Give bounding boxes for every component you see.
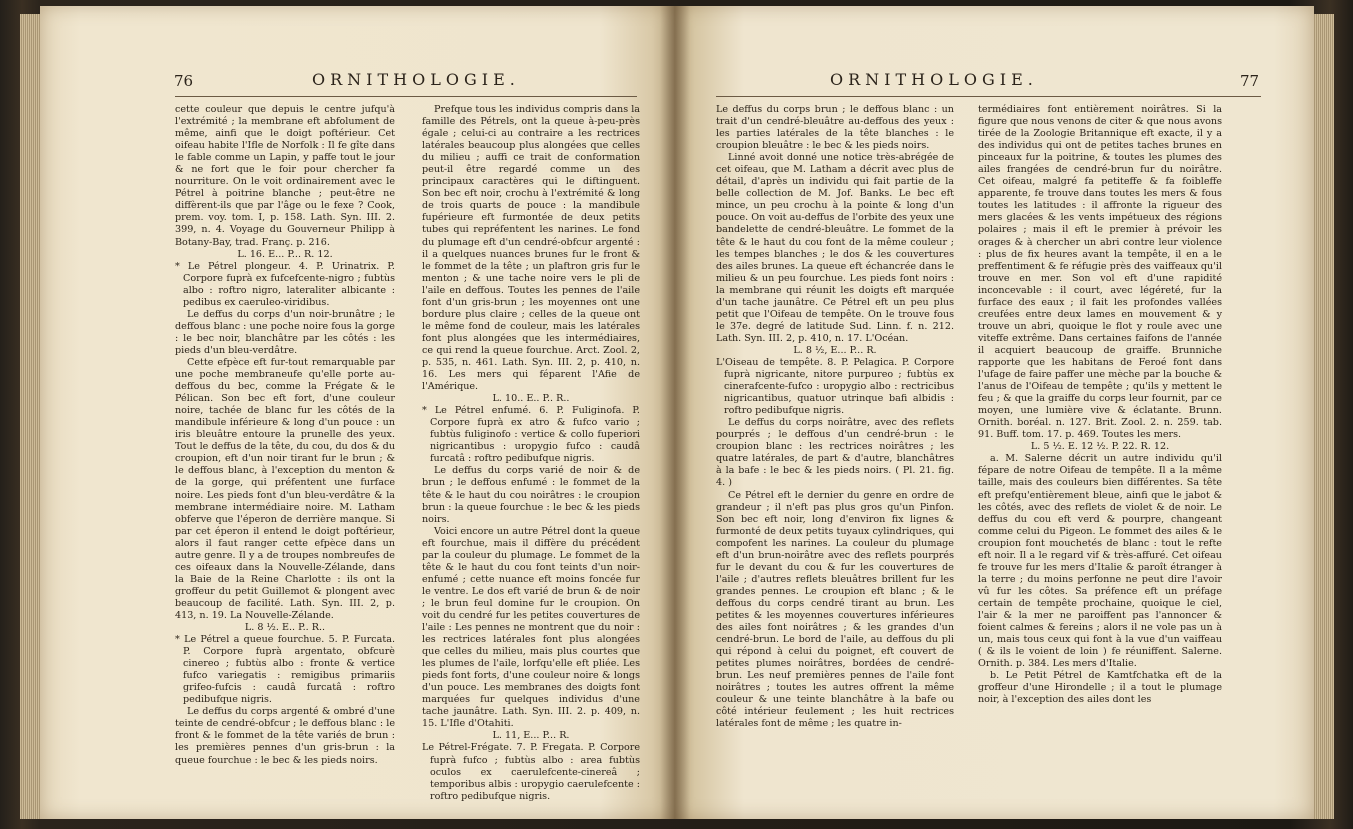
text-column-1 [716, 104, 954, 730]
paragraph: Le deffus du corps brun ; le deffous blanc : un trait d'un cendré-bleuâtre au-deffous des yeux : les parties latérales de la tête blanches : le croupion bleuâtre : le bec & les pieds noirs. [716, 104, 954, 152]
measurement-line: L. 16. E... P... R. 12. [237, 248, 333, 260]
species-entry: * Le Pétrel a queue fourchue. 5. P. Furcata. P. Corpore fuprà argentato, obfcurè cinereo ; fubtùs albo : fronte & vertice fufco variegatis : remigibus primariis grifeo-fufcis : caudâ furcatâ : roftro pedibufque nigris. [175, 634, 395, 706]
text-column-2 [978, 104, 1222, 706]
measurement-line: L. 8 ½. E.. P.. R.. [244, 622, 326, 634]
species-entry: * Le Pétrel enfumé. 6. P. Fuliginofa. P. Corpore fuprà ex atro & fufco vario ; fubtùs fuliginofo : vertice & collo fuperiori nigricantibus : uropygio fufco : caudâ furcatâ : roftro pedibufque nigris. [422, 405, 640, 465]
text-column-1 [175, 104, 395, 767]
header-rule [716, 96, 1261, 97]
paragraph: a. M. Salerne décrit un autre individu qu'il fépare de notre Oifeau de tempête. Il a la même taille, mais des couleurs bien différentes. Sa tête eft prefqu'entièrement bleue, ainfi que le jabot & les côtés, avec des reflets de violet & de noir. Le deffus du cou eft verd & pourpre, changeant comme celui du Pigeon. Le fommet des ailes & le croupion font mouchetés de blanc : tout le refte eft noir. Il a le regard vif & très-affuré. Cet oifeau fe trouve fur les mers d'Italie & paroît étranger à la terre ; du moins perfonne ne peut dire l'avoir vû fur les côtes. Sa préfence eft un préfage certain de tempête prochaine, quoique le ciel, l'air & la mer ne paroiffent pas l'annoncer & foient calmes & fereins ; alors il ne vole pas un à un, mais tous ceux qui font à la vue d'un vaiffeau ( & ils le voient de loin ) fe réuniffent. Salerne. Ornith. p. 384. Les mers d'Italie. [978, 453, 1222, 670]
species-entry: L'Oiseau de tempête. 8. P. Pelagica. P. Corpore fuprà nigricante, nitore purpureo ; fubtùs ex cinerafcente-fufco : uropygio albo : rectricibus nigricantibus, quatuor utrinque bafi albidis : roftro pedibufque nigris. [716, 356, 954, 417]
paragraph: Le deffus du corps d'un noir-brunâtre ; le deffous blanc : une poche noire fous la gorge : le bec noir, blanchâtre par les côtés : les pieds d'un bleu-verdâtre. [175, 308, 395, 356]
species-entry: * Le Pétrel plongeur. 4. P. Urinatrix. P. Corpore fuprà ex fufcefcente-nigro ; fubtùs albo : roftro nigro, lateraliter albicante : pedibus ex caeruleo-viridibus. [175, 260, 395, 308]
paragraph: Le deffus du corps noirâtre, avec des reflets pourprés ; le deffous d'un cendré-brun : le croupion blanc : les rectrices noirâtres ; les quatre latérales, de part & d'autre, blanchâtres à la bafe : le bec & les pieds noirs. ( Pl. 21. fig. 4. ) [716, 417, 954, 489]
page-number: 77 [1240, 72, 1260, 90]
measurement-line: L. 11, E... P... R. [492, 730, 570, 742]
page-edges-right [1312, 14, 1334, 819]
paragraph: termédiaires font entièrement noirâtres. Si la figure que nous venons de citer & que nous avons tirée de la Zoologie Britannique eft exacte, il y a des individus qui ont de petites taches brunes en pinceaux fur la poitrine, & toutes les plumes des ailes frangées de cendré-brun fur du noirâtre. Cet oifeau, malgré fa petiteffe & fa foibleffe apparente, fe trouve dans toutes les mers & fous toutes les latitudes : il affronte la rigueur des mers glacées & les vents impétueux des régions polaires ; mais il eft le premier à prévoir les orages & à chercher un abri contre leur violence : plus de fix heures avant la tempête, il en a le preffentiment & fe réfugie près des vaiffeaux qu'il trouve en mer. Son vol eft d'une rapidité inconcevable : il court, avec légéreté, fur la furface des eaux ; il fait les profondes vallées creufées entre deux lames en mouvement & y trouve un abri, quoique le flot y roule avec une viteffe extrême. Dans certaines faifons de l'année il acquiert beaucoup de graiffe. Brunniche rapporte que les habitans de Feroé font dans l'ufage de faire paffer une mèche par la bouche & l'anus de l'Oifeau de tempête ; qu'ils y mettent le feu ; & que la graiffe du corps leur fournit, par ce moyen, une lumière vive & éclatante. Brunn. Ornith. boréal. n. 127. Brit. Zool. 2. n. 259. tab. 91. Buff. tom. 17. p. 469. Toutes les mers. [978, 104, 1222, 441]
species-entry: Le Pétrel-Frégate. 7. P. Fregata. P. Corpore fuprà fufco ; fubtùs albo : area fubtùs oculos ex caerulefcente-cinereâ ; temporibus albis : uropygio caerulefcente : roftro pedibufque nigris. [422, 742, 640, 802]
paragraph: Linné avoit donné une notice très-abrégée de cet oifeau, que M. Latham a décrit avec plus de détail, d'après un individu qui fait partie de la belle collection de M. Jof. Banks. Le bec eft mince, un peu crochu à la pointe & long d'un pouce. On voit au-deffus de l'orbite des yeux une bandelette de cendré-bleuâtre. Le fommet de la tête & le haut du cou font de la même couleur ; les tempes blanches ; le dos & les couvertures des ailes brunes. La queue eft échancrée dans le milieu & un peu fourchue. Les pieds font noirs : la membrane qui réunit les doigts eft marquée d'un tache jaunâtre. Ce Pétrel eft un peu plus petit que l'Oifeau de tempête. On le trouve fous le 37e. degré de latitude Sud. Linn. f. n. 212. Lath. Syn. III. 2, p. 410, n. 17. L'Océan. [716, 152, 954, 344]
paragraph: Prefque tous les individus compris dans la famille des Pétrels, ont la queue à-peu-près égale ; celui-ci au contraire a les rectrices latérales beaucoup plus alongées que celles du milieu ; auffi ce trait de conformation peut-il être regardé comme un des principaux caractères qui le diftinguent. Son bec eft noir, crochu à l'extrémité & long de trois quarts de pouce : la mandibule fupérieure eft furmontée de deux petits tubes qui repréfentent les narines. Le fond du plumage eft d'un cendré-obfcur argenté : il a quelques nuances brunes fur le front & le fommet de la tête ; un plaftron gris fur le menton ; & une tache noire vers le pli de l'aile en deffous. Toutes les pennes de l'aile font d'un gris-brun ; les moyennes ont une bordure plus claire ; celles de la queue ont le même fond de couleur, mais les latérales font plus alongées que les intermédiaires, ce qui rend la queue fourchue. Arct. Zool. 2, p. 535, n. 461. Lath. Syn. III. 2, p. 410, n. 16. Les mers qui féparent l'Afie de l'Amérique. [422, 104, 640, 393]
measurement-line: L. 8 ½, E... P... R. [793, 344, 877, 356]
paragraph: Cette efpèce eft fur-tout remarquable par une poche membraneufe qu'elle porte au-deffous du bec, comme la Frégate & le Pélican. Son bec eft fort, d'une couleur noire, tachée de blanc fur les côtés de la mandibule inférieure & long d'un pouce : un iris bleuâtre entoure la prunelle des yeux. Tout le deffus de la tête, du cou, du dos & du croupion, eft d'un noir tirant fur le brun ; & le deffous blanc, à l'exception du menton & de la gorge, qui préfentent une furface noire. Les pieds font d'un bleu-verdâtre & la membrane intermédiaire noire. M. Latham obferve que l'éperon de derrière manque. Si par cet éperon il entend le doigt poftérieur, alors il faut ranger cette efpèce dans un autre genre. Il y a de troupes nombreufes de ces oifeaux dans la Nouvelle-Zélande, dans la Baie de la Reine Charlotte : ils ont la groffeur du petit Guillemot & plongent avec beaucoup de facilité. Lath. Syn. III. 2, p. 413, n. 19. La Nouvelle-Zélande. [175, 356, 395, 621]
paragraph: cette couleur que depuis le centre jufqu'à l'extrémité ; la membrane eft abfolument de même, ainfi que le doigt poftérieur. Cet oifeau habite l'Ifle de Norfolk : Il fe gîte dans le fable comme un Lapin, y paffe tout le jour & ne fort que le foir pour chercher fa nourriture. On le voit ordinairement avec le Pétrel à poitrine blanche ; peut-être ne diffèrent-ils que par l'âge ou le fexe ? Cook, prem. voy. tom. I, p. 158. Lath. Syn. III. 2. 399, n. 4. Voyage du Gouverneur Philipp à Botany-Bay, trad. Franç. p. 216. [175, 104, 395, 248]
paragraph: Voici encore un autre Pétrel dont la queue eft fourchue, mais il diffère du précédent par la couleur du plumage. Le fommet de la tête & le haut du cou font teints d'un noir-enfumé ; cette nuance eft moins foncée fur le ventre. Le dos eft varié de brun & de noir ; le brun feul domine fur le croupion. On voit du cendré fur les petites couvertures de l'aile : Les pennes ne montrent que du noir : les rectrices latérales font plus alongées que celles du milieu, mais plus courtes que les plumes de l'aile, lorfqu'elle eft pliée. Les pieds font forts, d'une couleur noire & longs d'un pouce. Les membranes des doigts font marquées fur quelques individus d'une tache jaunâtre. Lath. Syn. III. 2. p. 409, n. 15. L'Ifle d'Otahiti. [422, 525, 640, 730]
paragraph: Ce Pétrel eft le dernier du genre en ordre de grandeur ; il n'eft pas plus gros qu'un Pinfon. Son bec eft noir, long d'environ fix lignes & furmonté de deux petits tuyaux cylindriques, qui compofent les narines. La couleur du plumage eft d'un brun-noirâtre avec des reflets pourprés fur le devant du cou & fur les couvertures de l'aile ; d'autres reflets bleuâtres brillent fur les grandes pennes. Le croupion eft blanc ; & le deffous du corps cendré tirant au brun. Les petites & les moyennes couvertures inférieures des ailes font noirâtres ; & les grandes d'un cendré-brun. Le bord de l'aile, au deffous du pli qui répond à celui du poignet, eft couvert de petites plumes noirâtres, bordées de cendré-brun. Les neuf premières pennes de l'aile font noirâtres ; toutes les autres offrent la même couleur & une teinte blanchâtre à la bafe ou côté intérieur feulement ; les huit rectrices latérales font de même ; les quatre in- [716, 489, 954, 730]
page-edges-left [20, 14, 42, 819]
paragraph: Le deffus du corps argenté & ombré d'une teinte de cendré-obfcur ; le deffous blanc : le front & le fommet de la tête variés de brun : les premières pennes d'un gris-brun : la queue fourchue : le bec & les pieds noirs. [175, 706, 395, 766]
header-rule [175, 96, 637, 97]
measurement-line: L. 5 ½. E. 12 ½. P. 22. R. 12. [1030, 441, 1170, 453]
page-number: 76 [174, 72, 194, 90]
measurement-line: L. 10.. E.. P.. R.. [492, 393, 570, 405]
running-head: ORNITHOLOGIE. [312, 70, 520, 89]
paragraph: b. Le Petit Pétrel de Kamtfchatka eft de la groffeur d'une Hirondelle ; il a tout le plumage noir, à l'exception des ailes dont les [978, 670, 1222, 706]
right-page [674, 6, 1314, 819]
left-page [40, 6, 674, 819]
book-gutter [660, 6, 690, 819]
running-head: ORNITHOLOGIE. [830, 70, 1038, 89]
paragraph: Le deffus du corps varié de noir & de brun ; le deffous enfumé : le fommet de la tête & le haut du cou noirâtres : le croupion brun : la queue fourchue : le bec & les pieds noirs. [422, 465, 640, 525]
text-column-2 [422, 104, 640, 803]
